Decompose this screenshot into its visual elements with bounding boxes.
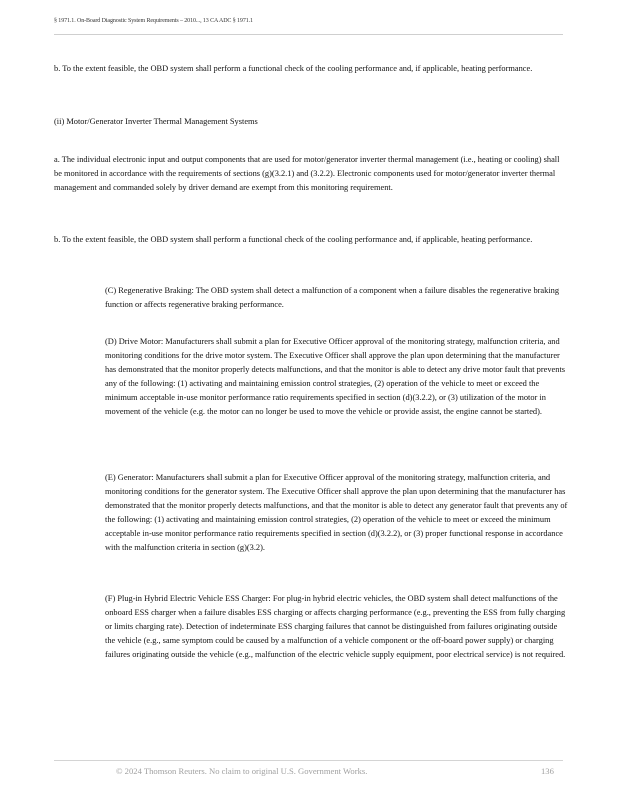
paragraph-cooling-check-1: b. To the extent feasible, the OBD system shall perform a functional check of the cooling performance and, if applicable, heating performance. — [54, 64, 533, 73]
paragraph-generator: (E) Generator: Manufacturers shall submit a plan for Executive Officer approval of the monitoring strategy, malfunction criteria, and monitoring conditions for the generator system. The Executive Officer shall approve the plan upon determining that the manufacturer has demonstrated that the monitor properly detects malfunctions, and that the monitor is able to detect any generator fault that prevents any of the following: (1) activating and maintaining emission control strategies, (2) operation of the vehicle to meet or exceed the minimum acceptable in-use monitor performance ratio requirements specified in section (d)(3.2.2), or (3) proper functional response in accordance with the malfunction criteria in section (g)(3.2). — [105, 473, 568, 552]
footer-copyright: © 2024 Thomson Reuters. No claim to original U.S. Government Works. — [116, 766, 368, 776]
running-header: § 1971.1. On-Board Diagnostic System Requirements – 2010..., 13 CA ADC § 1971.1 — [54, 18, 253, 24]
paragraph-inverter-components: a. The individual electronic input and output components that are used for motor/generator inverter thermal management (i.e., heating or cooling) shall be monitored in accordance with the requirements of sections (g)(3.2.1) and (3.2.2). Electronic components used for motor/generator inverter thermal management and commanded solely by driver demand are exempt from this monitoring requirement. — [54, 155, 560, 192]
footer-divider — [54, 760, 563, 761]
paragraph-ess-charger: (F) Plug-in Hybrid Electric Vehicle ESS Charger: For plug-in hybrid electric vehicles, the OBD system shall detect malfunctions of the onboard ESS charger when a failure disables ESS charging or affects charging performance (e.g., preventing the ESS from fully charging or limits charging rate). Detection of indeterminate ESS charging failures that cannot be distinguished from failures originating outside the vehicle (e.g., same symptom could be caused by a malfunction of a vehicle component or the off-board power supply) or charging failures originating outside the vehicle (e.g., malfunction of the electric vehicle supply equipment, poor electrical service) is not required. — [105, 594, 566, 659]
subsection-heading-inverter-thermal: (ii) Motor/Generator Inverter Thermal Management Systems — [54, 117, 258, 126]
paragraph-drive-motor: (D) Drive Motor: Manufacturers shall submit a plan for Executive Officer approval of the monitoring strategy, malfunction criteria, and monitoring conditions for the drive motor system. The Executive Officer shall approve the plan upon determining that the manufacturer has demonstrated that the monitor properly detects malfunctions, and that the monitor is able to detect any drive motor fault that prevents any of the following: (1) activating and maintaining emission control strategies, (2) operation of the vehicle to meet or exceed the minimum acceptable in-use monitor performance ratio requirements specified in section (d)(3.2.2), or (3) utilization of the motor in movement of the vehicle (e.g. the motor can no longer be used to move the vehicle or provide assist, the engine cannot be started). — [105, 337, 566, 416]
page-number: 136 — [541, 766, 554, 776]
paragraph-cooling-check-2: b. To the extent feasible, the OBD system shall perform a functional check of the cooling performance and, if applicable, heating performance. — [54, 235, 533, 244]
header-divider — [54, 34, 563, 35]
paragraph-regenerative-braking: (C) Regenerative Braking: The OBD system shall detect a malfunction of a component when a failure disables the regenerative braking function or affects regenerative braking performance. — [105, 286, 560, 309]
